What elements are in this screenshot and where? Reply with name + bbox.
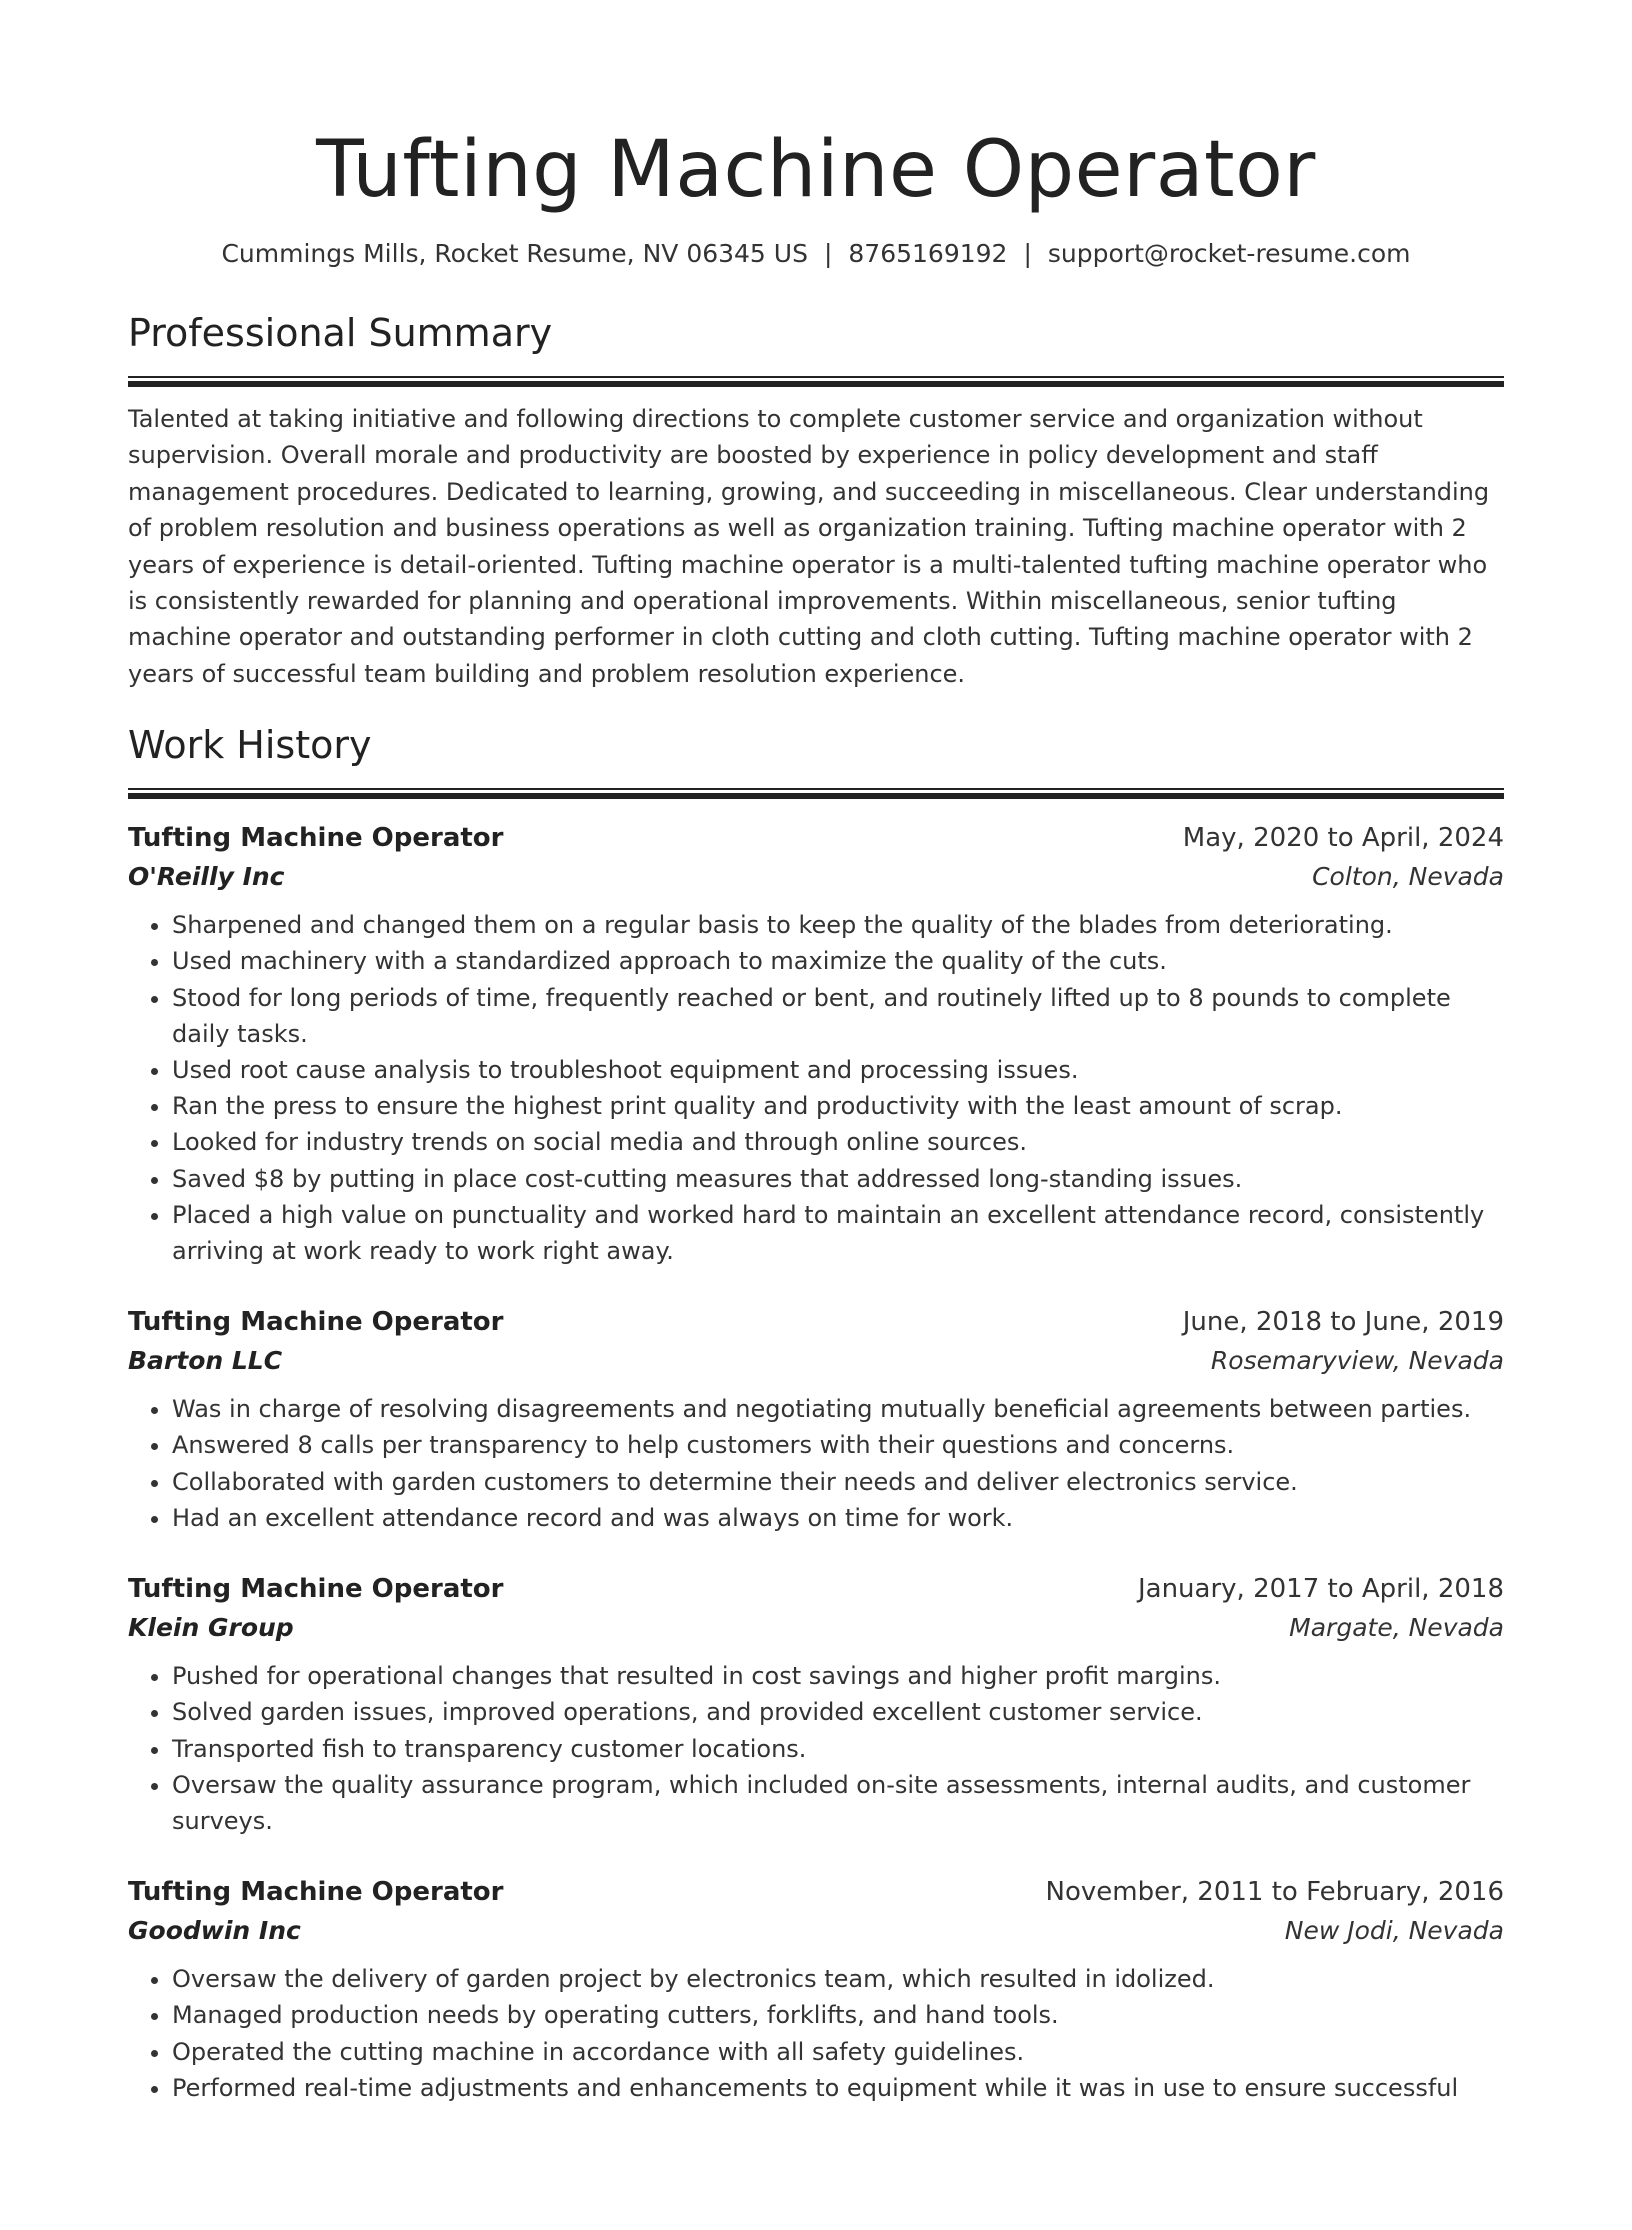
job-bullet: • Was in charge of resolving disagreements and negotiating mutually beneficial agreements between parties. bbox=[172, 1391, 1504, 1427]
job-bullet: • Stood for long periods of time, frequently reached or bent, and routinely lifted up to 8 pounds to complete daily tasks. bbox=[172, 980, 1504, 1052]
job-dates: November, 2011 to February, 2016 bbox=[1045, 1877, 1504, 1908]
job-company-row bbox=[128, 1911, 1504, 1951]
job-bullets bbox=[128, 1961, 1504, 2106]
job-company-row bbox=[128, 857, 1504, 897]
job-dates: June, 2018 to June, 2019 bbox=[1182, 1307, 1504, 1338]
job-header-row bbox=[128, 819, 1504, 857]
job-bullet: • Answered 8 calls per transparency to help customers with their questions and concerns. bbox=[172, 1427, 1504, 1463]
job-company: Klein Group bbox=[128, 1613, 294, 1643]
contact-separator: | bbox=[823, 239, 833, 268]
job-location: Rosemaryview, Nevada bbox=[1210, 1346, 1504, 1376]
summary-heading: Professional Summary bbox=[128, 311, 553, 355]
job-company-row bbox=[128, 1341, 1504, 1381]
work-history-section bbox=[128, 720, 1504, 2106]
job-bullet: • Oversaw the delivery of garden project by electronics team, which resulted in idolized. bbox=[172, 1961, 1504, 1997]
job-header-row bbox=[128, 1303, 1504, 1341]
job-header-row bbox=[128, 1873, 1504, 1911]
contact-address: Cummings Mills, Rocket Resume, NV 06345 US bbox=[221, 239, 808, 268]
job-company-row bbox=[128, 1608, 1504, 1648]
job-location: Colton, Nevada bbox=[1312, 862, 1504, 892]
summary-text: Talented at taking initiative and following directions to complete customer service and organization without supervision. Overall morale and productivity are boosted by experience in policy development and staff management procedures. Dedicated to learning, growing, and succeeding in miscellaneous. Clear understanding of problem resolution and business operations as well as organization training. Tufting machine operator with 2 years of experience is detail-oriented. Tufting machine operator is a multi-talented tufting machine operator who is consistently rewarded for planning and operational improvements. Within miscellaneous, senior tufting machine operator and outstanding performer in cloth cutting and cloth cutting. Tufting machine operator with 2 years of successful team building and problem resolution experience. bbox=[128, 405, 1490, 688]
job-entry bbox=[128, 1303, 1504, 1536]
job-bullet: • Solved garden issues, improved operations, and provided excellent customer service. bbox=[172, 1694, 1504, 1730]
work-history-heading: Work History bbox=[128, 723, 372, 768]
summary-section bbox=[128, 308, 1504, 692]
job-title: Tufting Machine Operator bbox=[128, 1307, 504, 1338]
job-bullet: • Transported fish to transparency customer locations. bbox=[172, 1731, 1504, 1767]
job-entry bbox=[128, 819, 1504, 1269]
job-bullet: • Saved $8 by putting in place cost-cutting measures that addressed long-standing issues. bbox=[172, 1161, 1504, 1197]
contact-separator: | bbox=[1023, 239, 1032, 268]
job-bullet: • Managed production needs by operating cutters, forklifts, and hand tools. bbox=[172, 1997, 1504, 2033]
job-bullet: • Used machinery with a standardized approach to maximize the quality of the cuts. bbox=[172, 943, 1504, 979]
job-entry bbox=[128, 1570, 1504, 1839]
job-company: O'Reilly Inc bbox=[128, 862, 285, 892]
contact-email: support@rocket-resume.com bbox=[1047, 239, 1411, 268]
resume-page bbox=[0, 118, 1632, 2230]
job-bullet: • Pushed for operational changes that resulted in cost savings and higher profit margins. bbox=[172, 1658, 1504, 1694]
section-divider bbox=[128, 788, 1504, 799]
job-dates: January, 2017 to April, 2018 bbox=[1137, 1574, 1504, 1605]
job-location: New Jodi, Nevada bbox=[1284, 1916, 1504, 1946]
job-bullet: • Ran the press to ensure the highest print quality and productivity with the least amount of scrap. bbox=[172, 1088, 1504, 1124]
job-bullet: • Sharpened and changed them on a regular basis to keep the quality of the blades from deteriorating. bbox=[172, 907, 1504, 943]
job-bullets bbox=[128, 1658, 1504, 1839]
job-bullet: • Performed real-time adjustments and enhancements to equipment while it was in use to ensure successful bbox=[172, 2070, 1504, 2106]
job-location: Margate, Nevada bbox=[1289, 1613, 1504, 1643]
job-header-row bbox=[128, 1570, 1504, 1608]
job-company: Goodwin Inc bbox=[128, 1916, 301, 1946]
job-company: Barton LLC bbox=[128, 1346, 283, 1376]
job-bullets bbox=[128, 1391, 1504, 1536]
job-bullet: • Used root cause analysis to troubleshoot equipment and processing issues. bbox=[172, 1052, 1504, 1088]
job-bullet: • Operated the cutting machine in accordance with all safety guidelines. bbox=[172, 2034, 1504, 2070]
job-bullet: • Oversaw the quality assurance program, which included on-site assessments, internal audits, and customer surveys. bbox=[172, 1767, 1504, 1839]
job-bullet: • Collaborated with garden customers to determine their needs and deliver electronics service. bbox=[172, 1464, 1504, 1500]
job-bullet: • Had an excellent attendance record and was always on time for work. bbox=[172, 1500, 1504, 1536]
job-bullet: • Looked for industry trends on social media and through online sources. bbox=[172, 1124, 1504, 1160]
resume-name: Tufting Machine Operator bbox=[316, 125, 1316, 215]
contact-line bbox=[128, 236, 1504, 272]
job-title: Tufting Machine Operator bbox=[128, 1574, 504, 1605]
contact-phone: 8765169192 bbox=[848, 239, 1008, 268]
job-title: Tufting Machine Operator bbox=[128, 823, 504, 854]
section-divider bbox=[128, 376, 1504, 387]
job-bullet: • Placed a high value on punctuality and worked hard to maintain an excellent attendance record, consistently arriving at work ready to work right away. bbox=[172, 1197, 1504, 1269]
job-title: Tufting Machine Operator bbox=[128, 1877, 504, 1908]
job-dates: May, 2020 to April, 2024 bbox=[1182, 823, 1504, 854]
job-bullets bbox=[128, 907, 1504, 1269]
job-entry bbox=[128, 1873, 1504, 2106]
